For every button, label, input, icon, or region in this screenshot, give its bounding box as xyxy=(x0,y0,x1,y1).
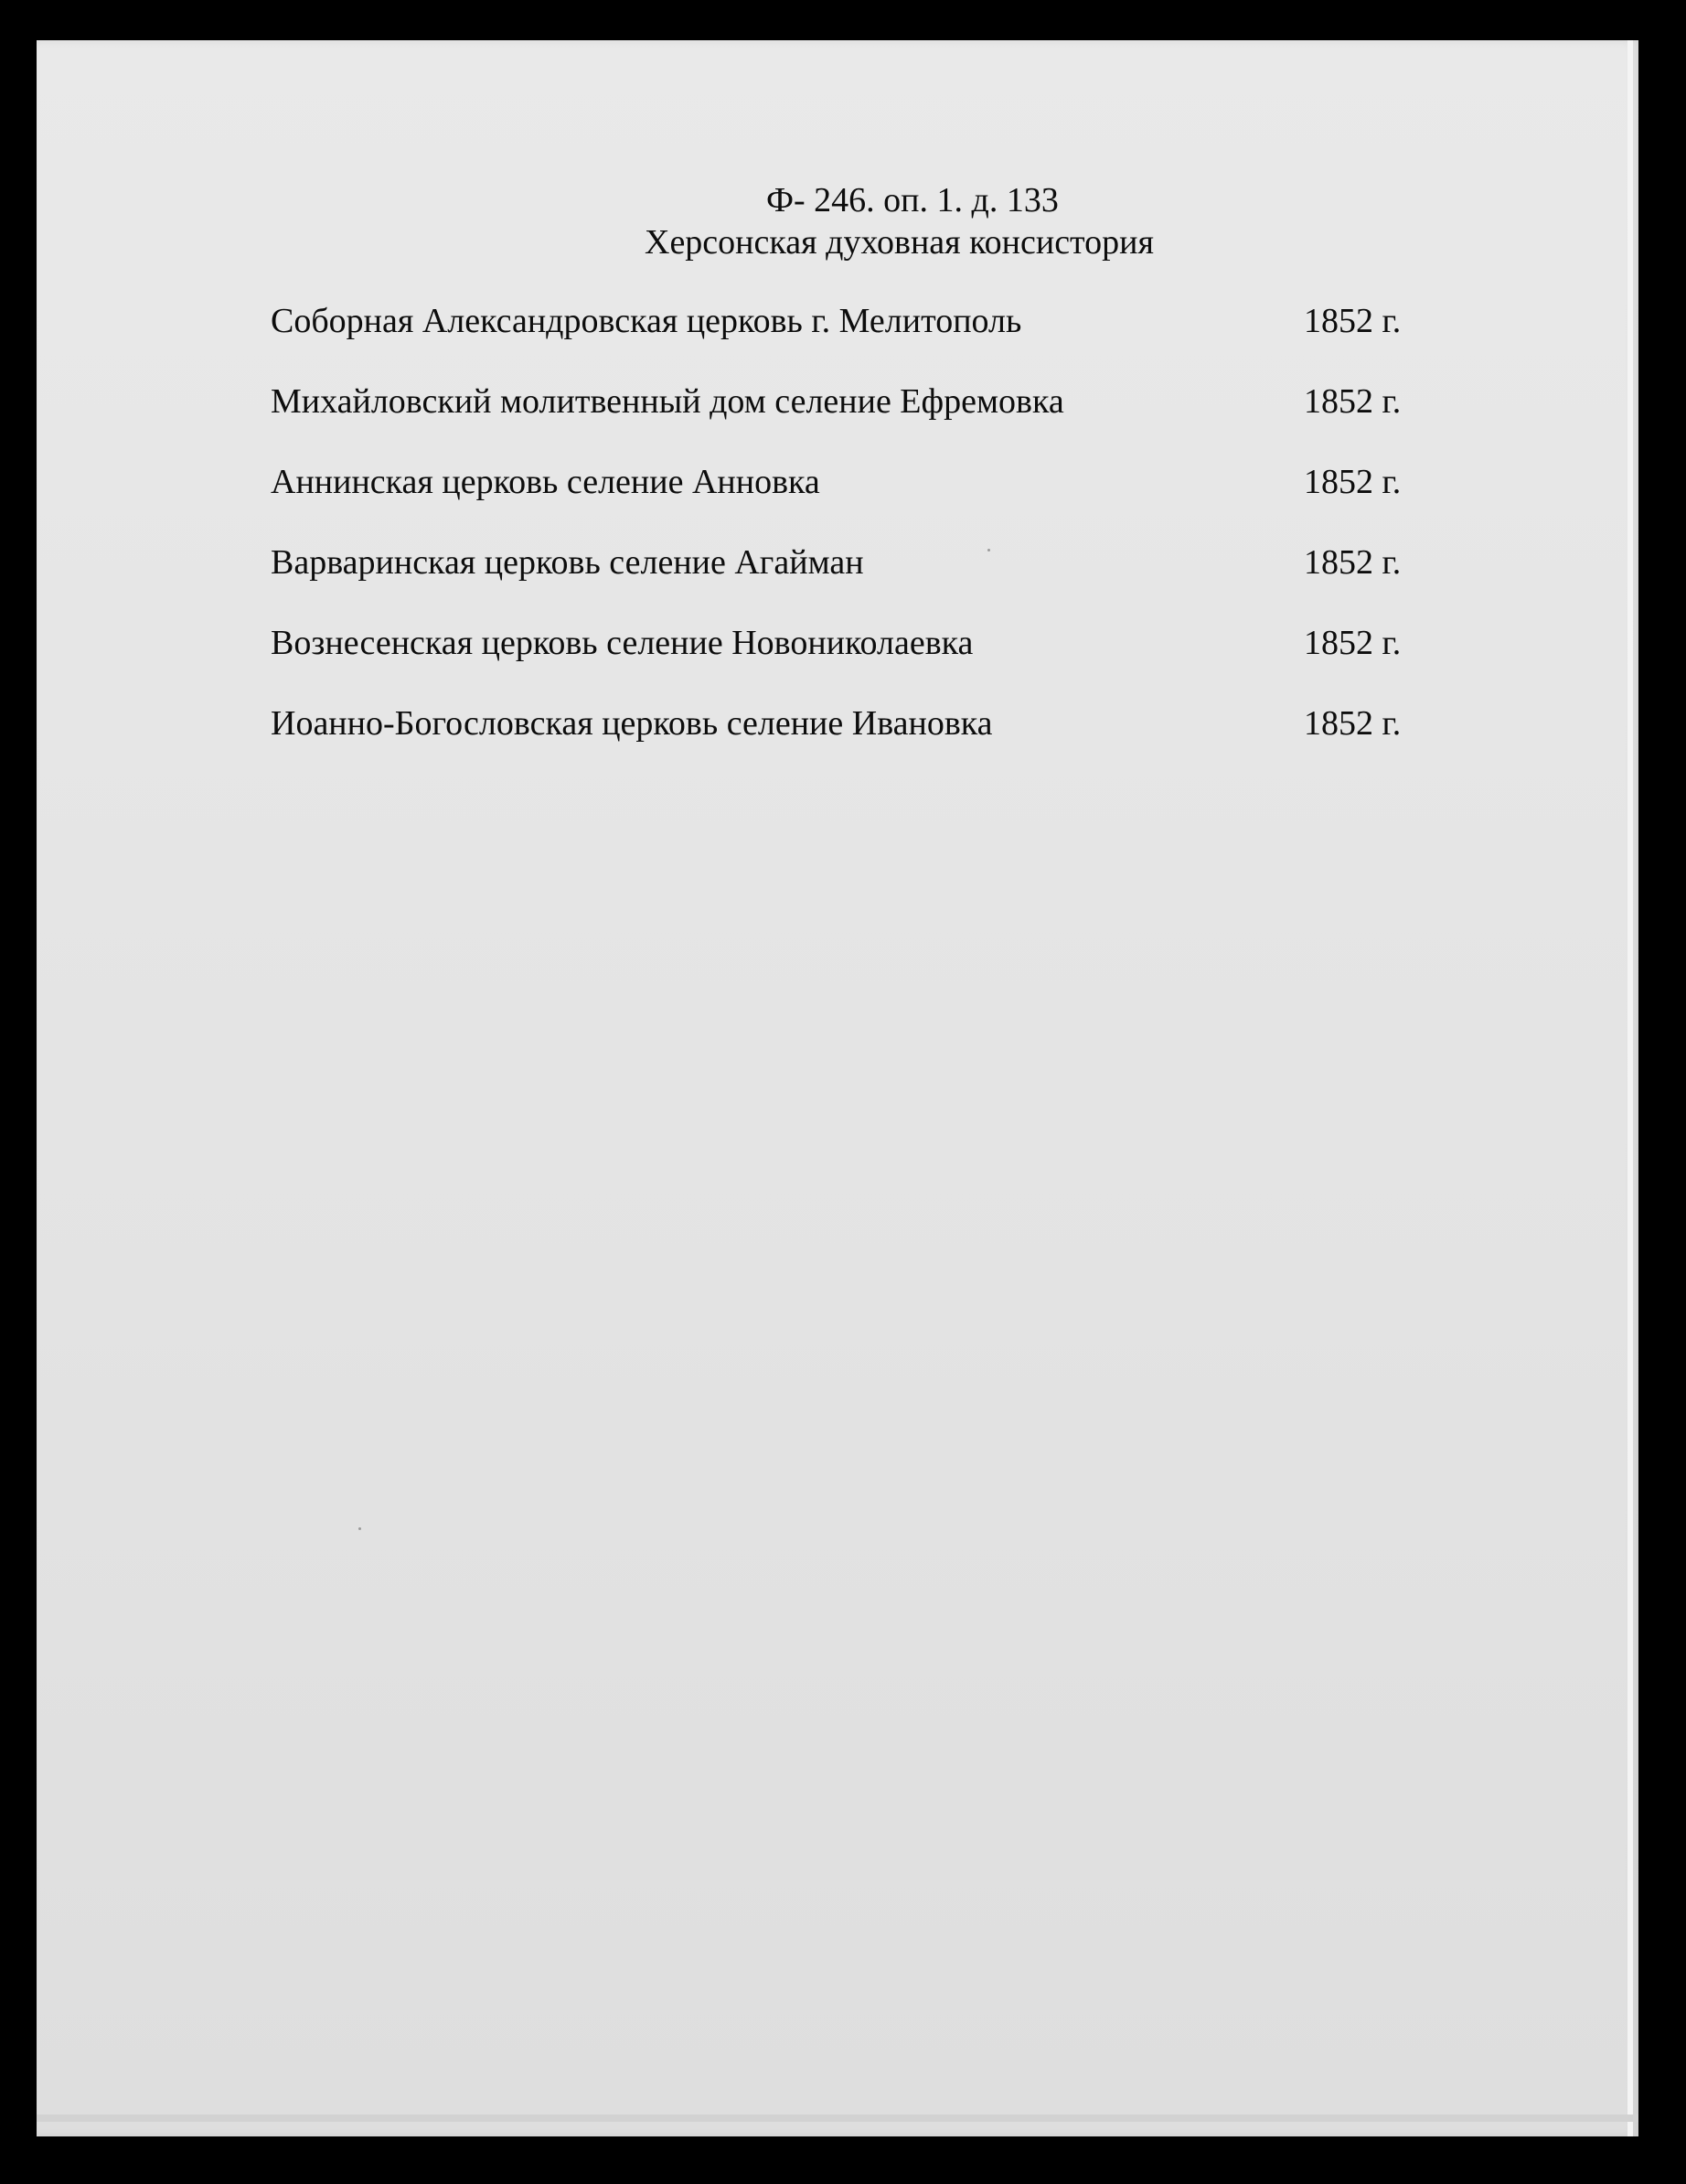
entry-list xyxy=(271,300,1423,783)
entry-year: 1852 г. xyxy=(1304,382,1402,421)
entry-year: 1852 г. xyxy=(1304,543,1402,582)
entry-name: Варваринская церковь селение Агайман xyxy=(271,543,864,582)
entry-year: 1852 г. xyxy=(1304,704,1402,743)
paper-edge-bottom xyxy=(37,2114,1638,2122)
entry-year: 1852 г. xyxy=(1304,624,1402,662)
entry-name: Михайловский молитвенный дом селение Ефремовка xyxy=(271,382,1064,421)
entry-year: 1852 г. xyxy=(1304,302,1402,340)
paper-edge xyxy=(1627,40,1633,2136)
entry-name: Иоанно-Богословская церковь селение Ивановка xyxy=(271,704,993,743)
list-item xyxy=(271,461,1423,541)
entry-name: Вознесенская церковь селение Новониколаевка xyxy=(271,624,974,662)
list-item xyxy=(271,380,1423,461)
entry-year: 1852 г. xyxy=(1304,463,1402,501)
archive-reference: Ф- 246. оп. 1. д. 133 xyxy=(766,181,1059,219)
scan-speck xyxy=(358,1527,361,1530)
scan-speck xyxy=(987,549,990,551)
entry-name: Аннинская церковь селение Анновка xyxy=(271,463,820,501)
list-item xyxy=(271,541,1423,622)
list-item xyxy=(271,702,1423,783)
document-title: Херсонская духовная консистория xyxy=(645,223,1154,262)
list-item xyxy=(271,300,1423,380)
entry-name: Соборная Александровская церковь г. Мелитополь xyxy=(271,302,1022,340)
list-item xyxy=(271,622,1423,702)
